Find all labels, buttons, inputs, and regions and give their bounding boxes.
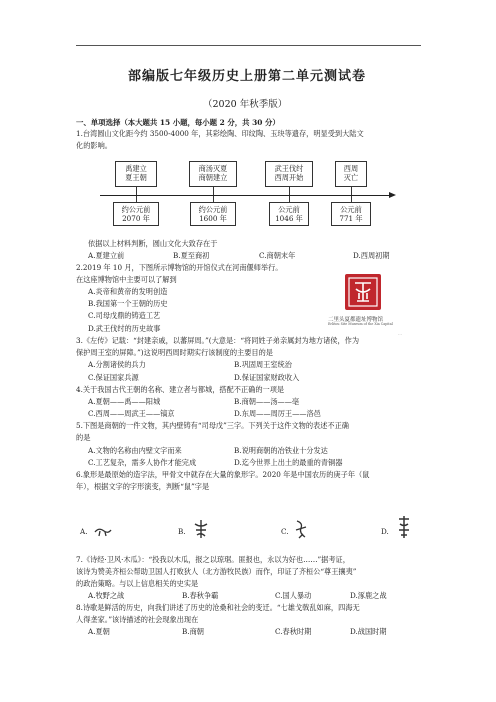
q7-option-a: A.牧野之战 — [88, 591, 125, 600]
q7-option-d: D.涿鹿之战 — [350, 591, 387, 600]
q2-option-a: A.炎帝和黄帝的发明创造 — [88, 287, 168, 296]
timeline-event-3 — [265, 161, 313, 187]
timeline-event-4 — [335, 161, 367, 187]
q8-stem-line1: 8.诗歌是鲜活的历史，向我们讲述了历史的沧桑和社会的变迁。“七雄戈戟乱如麻，四海无 — [76, 603, 360, 612]
q6-option-a: A. — [80, 527, 88, 536]
q4-option-a: A.夏朝——禹——阳城 — [88, 397, 161, 406]
timeline-connector — [351, 187, 352, 195]
timeline-date-1 — [113, 202, 159, 226]
timeline-date-3 — [269, 202, 309, 226]
q5-option-a: A.文物的名称由内壁文字而来 — [88, 446, 182, 455]
q1-follow: 依据以上材料判断，圆山文化大致存在于 — [88, 239, 218, 248]
page-title: 部编版七年级历史上册第二单元测试卷 — [128, 69, 367, 84]
q6-option-c: C. — [281, 527, 289, 536]
q7-stem-line1: 7.《诗经·卫风·木瓜》：“投我以木瓜，报之以琼琚。匪报也，永以为好也……”据考证， — [76, 555, 350, 564]
q8-option-b: B.商朝 — [182, 627, 204, 636]
museum-name-en: Erlitou Site Museum of the Xia Capital — [328, 322, 393, 326]
timeline-connector — [136, 187, 137, 195]
q7-option-c: C.国人暴动 — [275, 591, 312, 600]
q5-option-d: D.迄今世界上出土的最重的青铜器 — [234, 458, 343, 467]
timeline-date-2 — [190, 202, 236, 226]
timeline-date-label: 约公元前 1600 年 — [198, 205, 228, 223]
timeline-event-1 — [115, 161, 157, 187]
oracle-glyph-c-icon — [293, 518, 309, 540]
logo-caption-mark: ⋯ — [398, 332, 402, 337]
timeline-connector — [213, 187, 214, 195]
q1-option-b: B.夏至商初 — [173, 251, 210, 260]
q1-stem-line1: 1.台湾圆山文化距今约 3500-4000 年，其彩绘陶、印纹陶、玉玦等遗存，明显受到大陆文 — [76, 129, 364, 138]
timeline-event-label: 武王伐纣 西周开始 — [274, 164, 304, 182]
timeline-date-4 — [331, 202, 371, 226]
q4-stem: 4.关于我国古代王朝的名称、建立者与都城，搭配不正确的一项是 — [76, 385, 285, 394]
timeline-axis — [100, 195, 390, 196]
museum-seal-icon — [330, 273, 400, 315]
q1-option-d: D.西周初期 — [353, 251, 390, 260]
q8-option-d: D.战国时期 — [350, 627, 387, 636]
oracle-glyph-b-icon — [192, 518, 210, 540]
timeline-date-label: 公元前 1046 年 — [275, 205, 303, 223]
q7-option-b: B.春秋争霸 — [182, 591, 219, 600]
q2-option-b: B.我国第一个王朝的历史 — [88, 299, 168, 308]
q5-option-c: C.工艺复杂，需多人协作才能完成 — [88, 458, 197, 467]
q4-option-b: B.商朝——汤——亳 — [234, 397, 300, 406]
q6-option-d: D. — [381, 527, 389, 536]
q5-stem-line2: 的是 — [76, 433, 91, 442]
museum-logo — [330, 273, 400, 333]
q2-stem-line2: 在这座博物馆中主要可以了解到 — [76, 275, 177, 284]
timeline-event-label: 禹建立 夏王朝 — [125, 164, 147, 182]
q3-stem-line2: 保护周王室的屏障。”)这说明西周时期实行该制度的主要目的是 — [76, 348, 273, 357]
q4-option-d: D.东周——周厉王——洛邑 — [234, 409, 321, 418]
q1-stem-line2: 化的影响。 — [76, 141, 112, 150]
q2-option-c: C.司母戊鼎的铸造工艺 — [88, 311, 161, 320]
q3-stem-line1: 3.《左传》记载：“封建亲戚，以蕃屏周。”(大意是：“将同姓子弟亲属封为地方诸侯，作为 — [76, 336, 360, 345]
q2-option-d: D.武王伐纣的历史故事 — [88, 324, 161, 333]
page-subtitle: （2020 年秋季版） — [203, 99, 288, 110]
q2-stem-line1: 2.2019 年 10 月，下图所示博物馆的开馆仪式在河南偃师举行。 — [76, 263, 283, 272]
q8-option-c: C.春秋时期 — [275, 627, 312, 636]
timeline-date-label: 公元前 771 年 — [339, 205, 363, 223]
q1-option-c: C.商朝末年 — [259, 251, 296, 260]
q8-stem-line2: 人得垄家。”该诗描述的社会现象出现在 — [76, 615, 199, 624]
q7-stem-line3: 的政治策略。与以上信息相关的史实是 — [76, 579, 199, 588]
timeline-event-label: 西周 灭亡 — [343, 164, 359, 182]
q7-stem-line2: 该诗为赞美齐桓公帮助卫国人打败狄人（北方游牧民族）而作，印证了齐桓公“尊王攘夷” — [76, 567, 357, 576]
oracle-glyph-a-icon — [93, 525, 113, 539]
q1-option-a: A.夏建立前 — [88, 251, 125, 260]
q4-option-c: C.西周——周武王——镐京 — [88, 409, 175, 418]
q5-option-b: B.说明商朝的冶铁业十分发达 — [234, 446, 328, 455]
timeline-event-2 — [189, 161, 237, 187]
q6-stem-line1: 6.象形是最原始的造字法，甲骨文中就存在大量的象形字。2020 年是中国农历的庚子年（鼠 — [76, 470, 370, 479]
section-heading: 一、单项选择（本大题共 15 小题，每小题 2 分，共 30 分） — [76, 118, 280, 127]
timeline-connector — [289, 187, 290, 195]
timeline-arrow-icon — [389, 192, 396, 198]
header-rule — [76, 45, 421, 46]
q8-option-a: A.夏朝 — [88, 627, 110, 636]
q6-option-b: B. — [178, 527, 186, 536]
q5-stem-line1: 5.下图是商朝的一件文物，其内壁铸有“司母戊”三字。下列关于这件文物的表述不正确 — [76, 421, 349, 430]
timeline-date-label: 约公元前 2070 年 — [121, 205, 151, 223]
q6-stem-line2: 年），根据文字的字形演变，判断“鼠”字是 — [76, 482, 210, 491]
oracle-glyph-d-icon — [396, 514, 412, 540]
museum-name-cn: 二里头夏都遗址博物馆 — [328, 317, 384, 323]
timeline-event-label: 商汤灭夏 商朝建立 — [198, 164, 228, 182]
q3-option-d: D.保证国家财政收入 — [234, 373, 300, 382]
q3-option-a: A.分割诸侯的兵力 — [88, 360, 146, 369]
q3-option-b: B.巩固周王室统治 — [234, 360, 292, 369]
q3-option-c: C.保证国家兵源 — [88, 373, 139, 382]
